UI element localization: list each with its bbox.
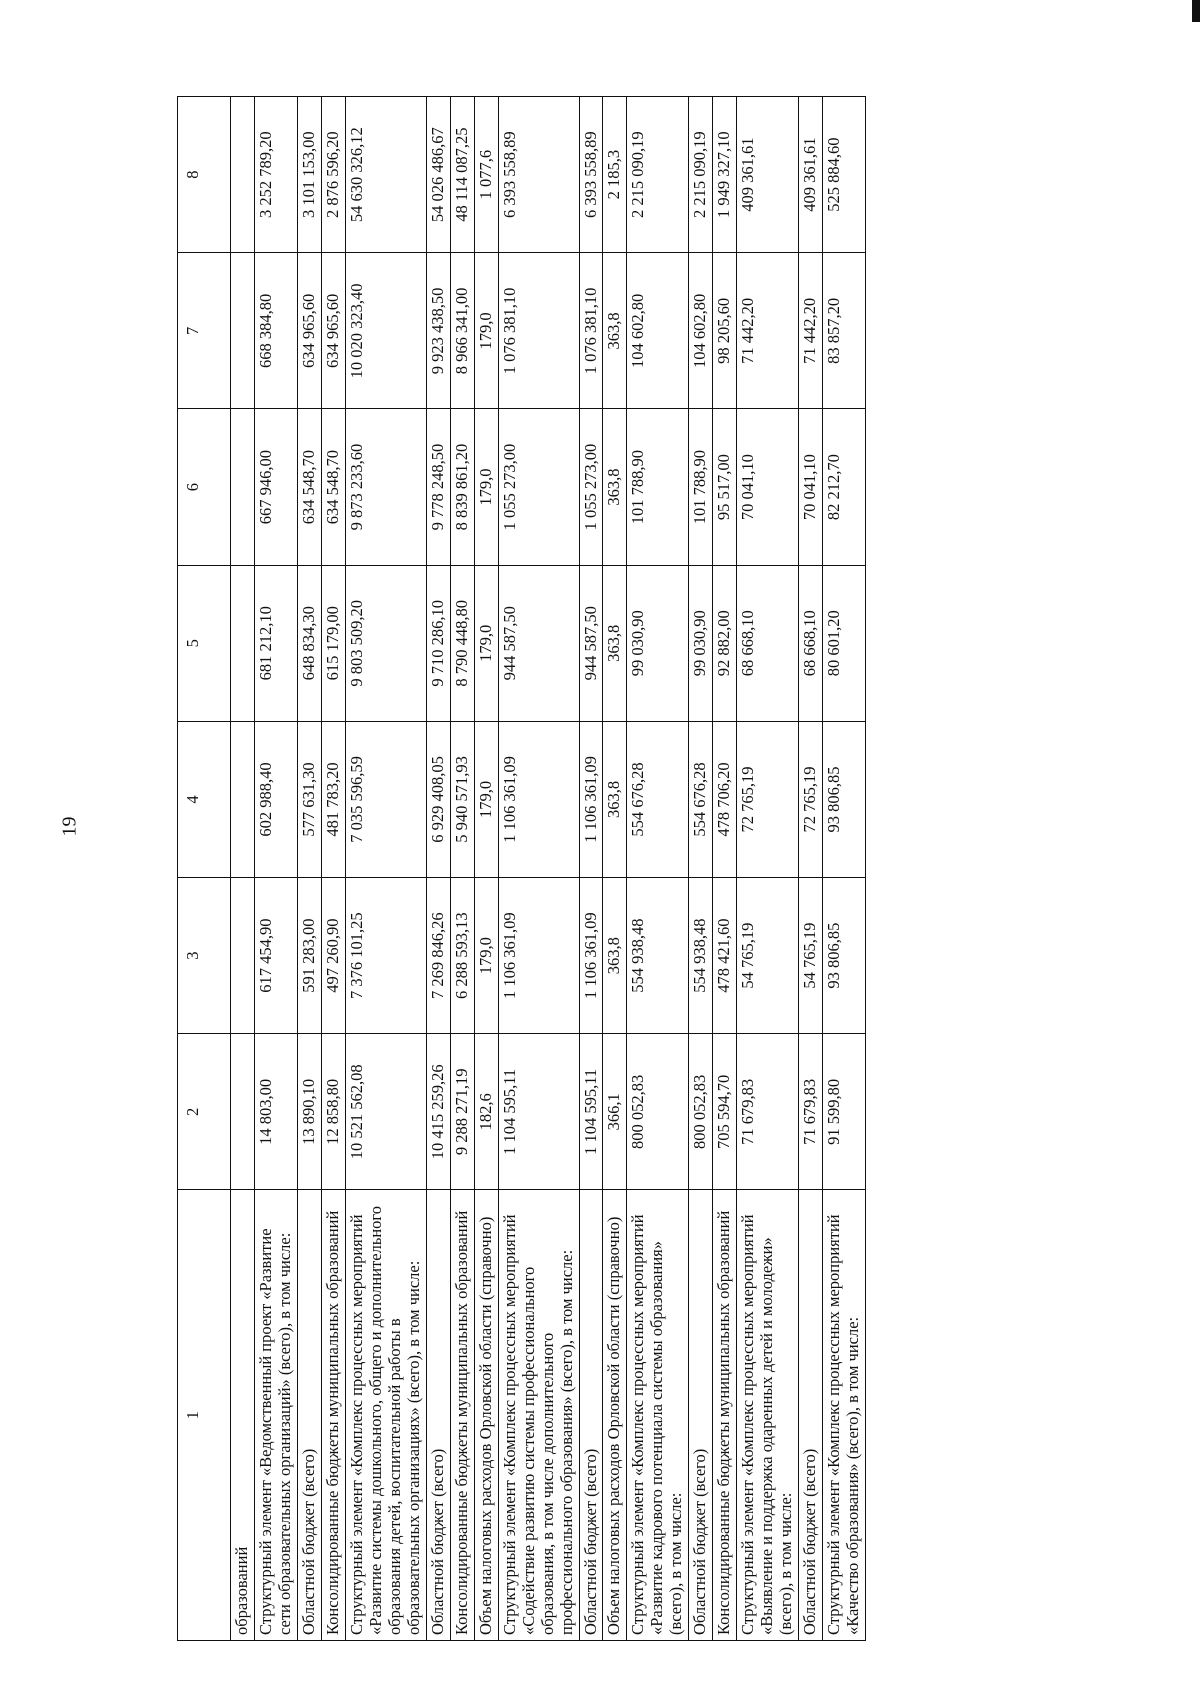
value-cell: 10 020 323,40 [345,253,426,409]
value-cell: 363,8 [603,409,627,565]
value-cell: 1 949 327,10 [713,97,737,253]
value-cell: 6 393 558,89 [498,97,579,253]
column-header-5: 5 [178,565,231,721]
value-cell: 634 548,70 [321,409,345,565]
column-header-7: 7 [178,253,231,409]
value-cell: 1 055 273,00 [498,409,579,565]
value-cell: 14 803,00 [254,1034,297,1190]
value-cell: 363,8 [603,721,627,877]
value-cell: 179,0 [474,409,498,565]
value-cell: 1 104 595,11 [498,1034,579,1190]
value-cell: 179,0 [474,253,498,409]
value-cell: 497 260,90 [321,878,345,1034]
value-cell [231,878,255,1034]
value-cell: 71 442,20 [799,253,823,409]
value-cell: 681 212,10 [254,565,297,721]
value-cell: 481 783,20 [321,721,345,877]
budget-table-container [177,96,1095,1641]
value-cell: 2 876 596,20 [321,97,345,253]
table-body [231,97,866,1641]
value-cell: 478 421,60 [713,878,737,1034]
row-label: Областной бюджет (всего) [579,1190,603,1641]
value-cell: 668 384,80 [254,253,297,409]
value-cell: 54 765,19 [737,878,799,1034]
table-row [713,97,737,1641]
value-cell: 70 041,10 [799,409,823,565]
value-cell: 409 361,61 [799,97,823,253]
table-row [799,97,823,1641]
column-header-6: 6 [178,409,231,565]
table-row [474,97,498,1641]
value-cell: 95 517,00 [713,409,737,565]
value-cell: 1 106 361,09 [498,721,579,877]
value-cell: 54 630 326,12 [345,97,426,253]
row-label: Объем налоговых расходов Орловской области (справочно) [603,1190,627,1641]
budget-table [177,96,866,1641]
value-cell: 71 442,20 [737,253,799,409]
value-cell: 1 076 381,10 [579,253,603,409]
row-label: Областной бюджет (всего) [297,1190,321,1641]
value-cell: 92 882,00 [713,565,737,721]
value-cell: 8 839 861,20 [450,409,474,565]
value-cell: 54 765,19 [799,878,823,1034]
value-cell: 80 601,20 [823,565,866,721]
table-row [231,97,255,1641]
value-cell [231,409,255,565]
value-cell [231,1034,255,1190]
value-cell: 9 710 286,10 [426,565,450,721]
row-label: Структурный элемент «Комплекс процессных мероприятий «Качество образования» (всего), в том числе: [823,1190,866,1641]
value-cell: 1 104 595,11 [579,1034,603,1190]
value-cell: 68 668,10 [737,565,799,721]
value-cell: 179,0 [474,878,498,1034]
column-header-8: 8 [178,97,231,253]
row-label: Областной бюджет (всего) [799,1190,823,1641]
value-cell: 525 884,60 [823,97,866,253]
value-cell: 6 393 558,89 [579,97,603,253]
value-cell: 1 055 273,00 [579,409,603,565]
value-cell: 82 212,70 [823,409,866,565]
value-cell: 2 215 090,19 [627,97,689,253]
value-cell: 91 599,80 [823,1034,866,1190]
value-cell: 72 765,19 [737,721,799,877]
value-cell: 93 806,85 [823,878,866,1034]
value-cell: 7 376 101,25 [345,878,426,1034]
value-cell: 602 988,40 [254,721,297,877]
row-label: Консолидированные бюджеты муниципальных образований [450,1190,474,1641]
value-cell: 944 587,50 [579,565,603,721]
value-cell: 634 548,70 [297,409,321,565]
value-cell: 99 030,90 [689,565,713,721]
column-header-4: 4 [178,721,231,877]
row-label: Консолидированные бюджеты муниципальных образований [321,1190,345,1641]
value-cell: 554 676,28 [627,721,689,877]
value-cell: 554 938,48 [689,878,713,1034]
value-cell: 179,0 [474,565,498,721]
value-cell: 101 788,90 [627,409,689,565]
value-cell: 1 106 361,09 [579,721,603,877]
value-cell: 9 288 271,19 [450,1034,474,1190]
table-row [603,97,627,1641]
value-cell: 54 026 486,67 [426,97,450,253]
table-header-row [178,97,231,1641]
value-cell: 9 923 438,50 [426,253,450,409]
value-cell: 68 668,10 [799,565,823,721]
value-cell: 944 587,50 [498,565,579,721]
value-cell: 99 030,90 [627,565,689,721]
value-cell: 3 252 789,20 [254,97,297,253]
value-cell: 554 938,48 [627,878,689,1034]
value-cell: 70 041,10 [737,409,799,565]
value-cell: 12 858,80 [321,1034,345,1190]
value-cell: 363,8 [603,878,627,1034]
value-cell: 98 205,60 [713,253,737,409]
column-header-3: 3 [178,878,231,1034]
value-cell: 2 185,3 [603,97,627,253]
table-row [737,97,799,1641]
row-label: Областной бюджет (всего) [689,1190,713,1641]
table-row [321,97,345,1641]
value-cell: 800 052,83 [689,1034,713,1190]
value-cell: 104 602,80 [627,253,689,409]
table-row [426,97,450,1641]
table-row [579,97,603,1641]
value-cell: 617 454,90 [254,878,297,1034]
table-row [345,97,426,1641]
value-cell: 101 788,90 [689,409,713,565]
value-cell: 5 940 571,93 [450,721,474,877]
value-cell: 667 946,00 [254,409,297,565]
value-cell: 705 594,70 [713,1034,737,1190]
value-cell: 554 676,28 [689,721,713,877]
value-cell: 6 288 593,13 [450,878,474,1034]
table-row [450,97,474,1641]
row-label: Консолидированные бюджеты муниципальных образований [713,1190,737,1641]
value-cell: 72 765,19 [799,721,823,877]
page-number: 19 [58,816,81,837]
value-cell: 1 077,6 [474,97,498,253]
value-cell: 409 361,61 [737,97,799,253]
value-cell: 7 035 596,59 [345,721,426,877]
value-cell: 577 631,30 [297,721,321,877]
row-label: Структурный элемент «Комплекс процессных мероприятий «Содействие развитию системы профессионального образования, в том числе дополнительного профессионального образования» (всего), в том числе: [498,1190,579,1641]
value-cell: 366,1 [603,1034,627,1190]
value-cell: 3 101 153,00 [297,97,321,253]
value-cell: 179,0 [474,721,498,877]
value-cell: 9 803 509,20 [345,565,426,721]
value-cell: 9 778 248,50 [426,409,450,565]
value-cell: 363,8 [603,253,627,409]
table-row [823,97,866,1641]
row-label: Структурный элемент «Комплекс процессных мероприятий «Выявление и поддержка одаренных детей и молодежи» (всего), в том числе: [737,1190,799,1641]
column-header-2: 2 [178,1034,231,1190]
column-header-1: 1 [178,1190,231,1641]
value-cell: 8 966 341,00 [450,253,474,409]
value-cell: 1 106 361,09 [579,878,603,1034]
value-cell: 800 052,83 [627,1034,689,1190]
value-cell: 10 521 562,08 [345,1034,426,1190]
value-cell [231,253,255,409]
value-cell: 591 283,00 [297,878,321,1034]
row-label: Областной бюджет (всего) [426,1190,450,1641]
value-cell: 478 706,20 [713,721,737,877]
table-row [689,97,713,1641]
value-cell: 1 076 381,10 [498,253,579,409]
value-cell: 182,6 [474,1034,498,1190]
table-row [297,97,321,1641]
value-cell: 648 834,30 [297,565,321,721]
value-cell: 7 269 846,26 [426,878,450,1034]
value-cell: 83 857,20 [823,253,866,409]
table-row [254,97,297,1641]
value-cell [231,721,255,877]
value-cell: 13 890,10 [297,1034,321,1190]
value-cell: 93 806,85 [823,721,866,877]
value-cell: 634 965,60 [297,253,321,409]
row-label: Объем налоговых расходов Орловской области (справочно) [474,1190,498,1641]
row-label: Структурный элемент «Комплекс процессных мероприятий «Развитие кадрового потенциала системы образования» (всего), в том числе: [627,1190,689,1641]
value-cell: 615 179,00 [321,565,345,721]
row-label: образований [231,1190,255,1641]
value-cell: 104 602,80 [689,253,713,409]
row-label: Структурный элемент «Ведомственный проект «Развитие сети образовательных организаций» (всего), в том числе: [254,1190,297,1641]
value-cell: 363,8 [603,565,627,721]
value-cell: 634 965,60 [321,253,345,409]
value-cell: 9 873 233,60 [345,409,426,565]
table-row [498,97,579,1641]
value-cell: 8 790 448,80 [450,565,474,721]
value-cell: 1 106 361,09 [498,878,579,1034]
value-cell [231,565,255,721]
value-cell: 2 215 090,19 [689,97,713,253]
value-cell: 10 415 259,26 [426,1034,450,1190]
row-label: Структурный элемент «Комплекс процессных мероприятий «Развитие системы дошкольного, общего и дополнительного образования детей, воспитательной работы в образовательных организациях» (всего), в том числе: [345,1190,426,1641]
scan-corner-mark [1192,0,1200,22]
value-cell: 71 679,83 [737,1034,799,1190]
value-cell: 6 929 408,05 [426,721,450,877]
table-row [627,97,689,1641]
value-cell: 48 114 087,25 [450,97,474,253]
value-cell: 71 679,83 [799,1034,823,1190]
value-cell [231,97,255,253]
